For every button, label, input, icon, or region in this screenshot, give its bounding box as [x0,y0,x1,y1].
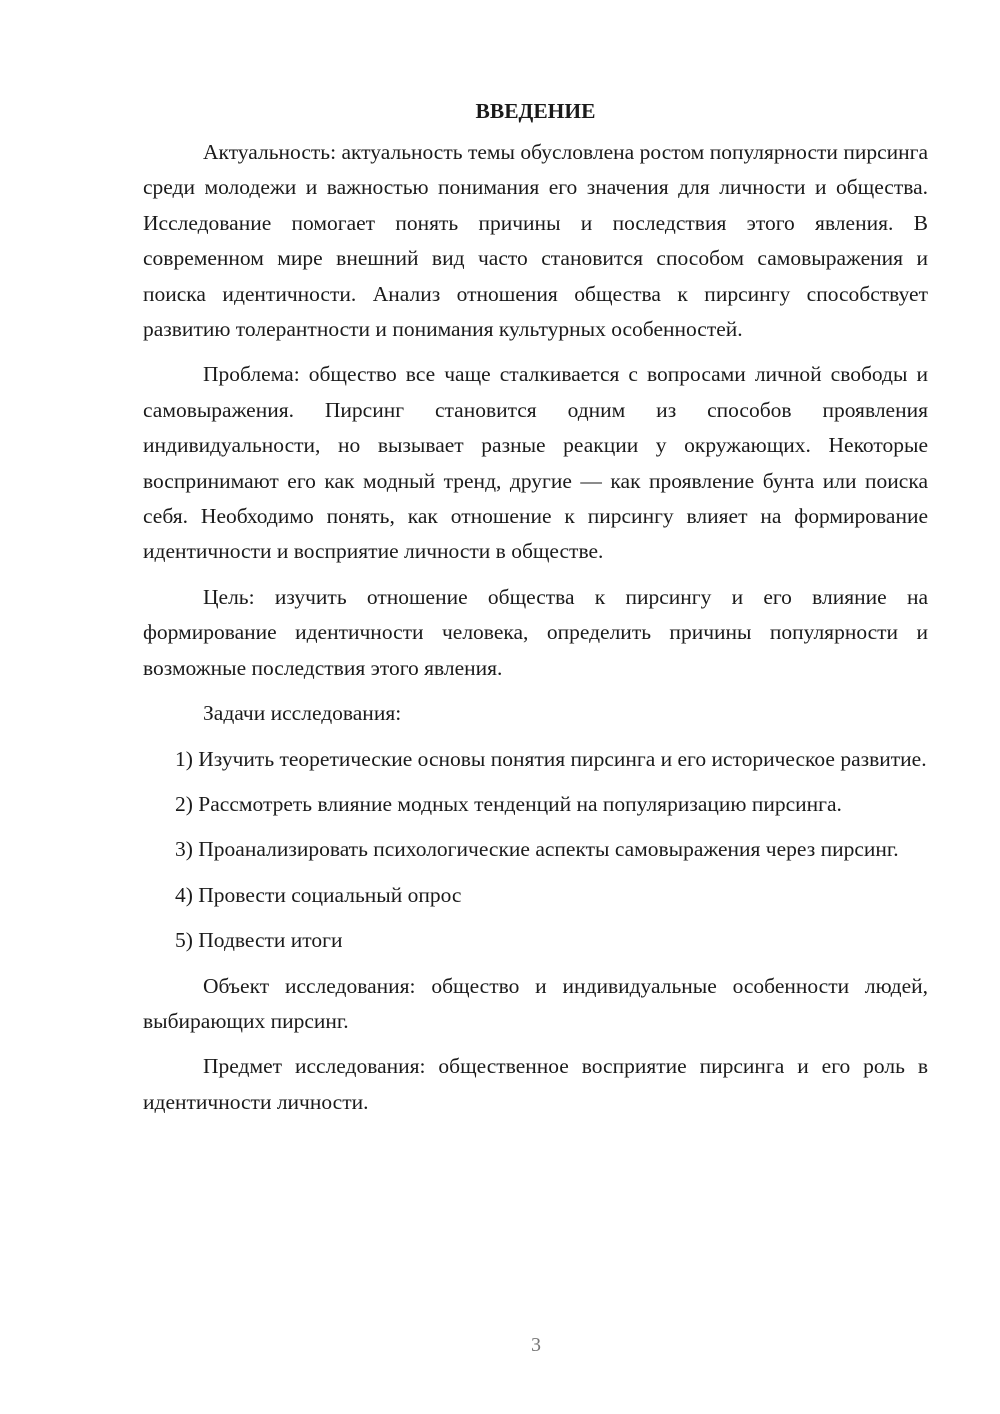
list-item: 1) Изучить теоретические основы понятия пирсинга и его историческое развитие. [175,746,927,771]
subject-paragraph: Предмет исследования: общественное восприятие пирсинга и его роль в идентичности личности. [143,1054,928,1114]
list-item: 2) Рассмотреть влияние модных тенденций на популяризацию пирсинга. [175,791,842,816]
list-item: 3) Проанализировать психологические аспекты самовыражения через пирсинг. [175,837,899,862]
tasks-heading: Задачи исследования: [203,701,402,726]
list-item: 4) Провести социальный опрос [175,882,462,907]
object-paragraph: Объект исследования: общество и индивидуальные особенности людей, выбирающих пирсинг. [143,973,928,1033]
goal-paragraph: Цель: изучить отношение общества к пирсингу и его влияние на формирование идентичности человека, определить причины популярности и возможные последствия этого явления. [143,584,928,680]
tasks-list [143,742,928,959]
page-content [143,96,928,1130]
list-item: 5) Подвести итоги [175,928,343,953]
page-title: ВВЕДЕНИЕ [475,99,596,123]
relevance-paragraph: Актуальность: актуальность темы обусловлена ростом популярности пирсинга среди молодежи и важностью понимания его значения для личности и общества. Исследование помогает понять причины и последствия этого явления. В современном мире внешний вид часто становится способом самовыражения и поиска идентичности. Анализ отношения общества к пирсингу способствует развитию толерантности и понимания культурных особенностей. [143,140,928,342]
problem-paragraph: Проблема: общество все чаще сталкивается с вопросами личной свободы и самовыражения. Пирсинг становится одним из способов проявления индивидуальности, но вызывает разные реакции у окружающих. Некоторые воспринимают его как модный тренд, другие — как проявление бунта или поиска себя. Необходимо понять, как отношение к пирсингу влияет на формирование идентичности и восприятие личности в обществе. [143,362,928,564]
page-number: 3 [531,1334,541,1356]
